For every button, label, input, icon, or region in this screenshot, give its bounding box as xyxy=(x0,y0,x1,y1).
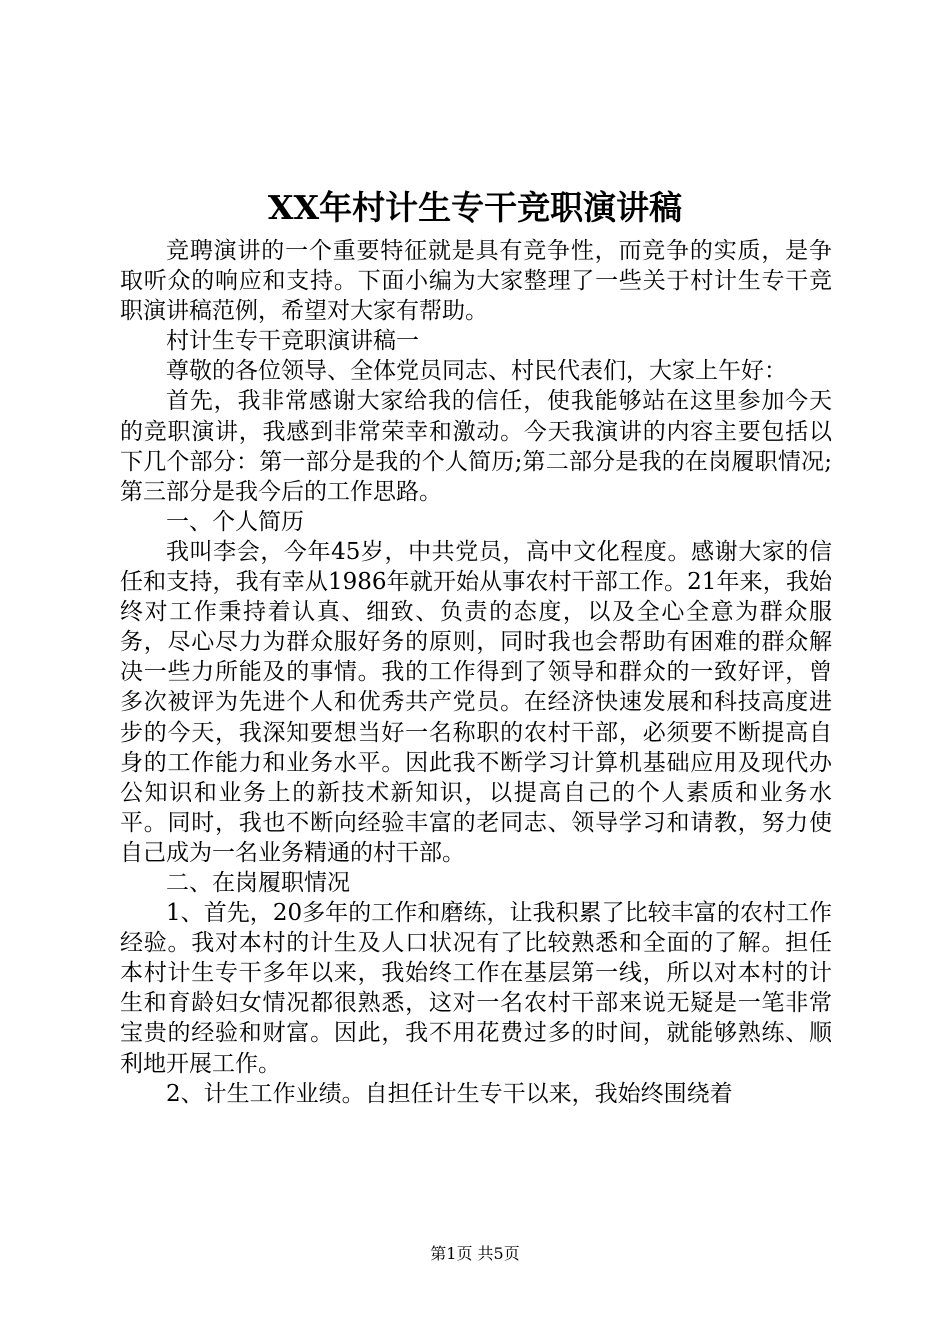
document-body xyxy=(120,236,832,1109)
resume-paragraph: 我叫李会，今年45岁，中共党员，高中文化程度。感谢大家的信任和支持，我有幸从1986年就开始从事农村干部工作。21年来，我始终对工作秉持着认真、细致、负责的态度，以及全心全意为群众服务，尽心尽力为群众服好务的原则，同时我也会帮助有困难的群众解决一些力所能及的事情。我的工作得到了领导和群众的一致好评，曾多次被评为先进个人和优秀共产党员。在经济快速发展和科技高度进步的今天，我深知要想当好一名称职的农村干部，必须要不断提高自身的工作能力和业务水平。因此我不断学习计算机基础应用及现代办公知识和业务上的新技术新知识，以提高自己的个人素质和业务水平。同时，我也不断向经验丰富的老同志、领导学习和请教，努力使自己成为一名业务精通的村干部。 xyxy=(120,538,832,866)
opening-paragraph: 首先，我非常感谢大家给我的信任，使我能够站在这里参加今天的竞职演讲，我感到非常荣幸和激动。今天我演讲的内容主要包括以下几个部分：第一部分是我的个人简历;第二部分是我的在岗履职情况;第三部分是我今后的工作思路。 xyxy=(120,388,832,505)
speech-subtitle: 村计生专干竞职演讲稿一 xyxy=(166,328,419,355)
duty-item-1-paragraph: 1、首先，20多年的工作和磨练，让我积累了比较丰富的农村工作经验。我对本村的计生及人口状况有了比较熟悉和全面的了解。担任本村计生专干多年以来，我始终工作在基层第一线，所以对本村的计生和育龄妇女情况都很熟悉，这对一名农村干部来说无疑是一笔非常宝贵的经验和财富。因此，我不用花费过多的时间，就能够熟练、顺利地开展工作。 xyxy=(120,900,832,1077)
greeting-paragraph: 尊敬的各位领导、全体党员同志、村民代表们，大家上午好： xyxy=(166,358,787,385)
section-heading-resume: 一、个人简历 xyxy=(166,508,304,535)
page-number-footer: 第1页 共5页 xyxy=(430,1244,520,1263)
intro-paragraph: 竞聘演讲的一个重要特征就是具有竞争性，而竞争的实质，是争取听众的响应和支持。下面小编为大家整理了一些关于村计生专干竞职演讲稿范例，希望对大家有帮助。 xyxy=(120,238,832,325)
document-title: XX年村计生专干竞职演讲稿 xyxy=(267,188,683,227)
section-heading-duty: 二、在岗履职情况 xyxy=(166,869,350,896)
duty-item-2-paragraph: 2、计生工作业绩。自担任计生专干以来，我始终围绕着 xyxy=(166,1080,733,1107)
